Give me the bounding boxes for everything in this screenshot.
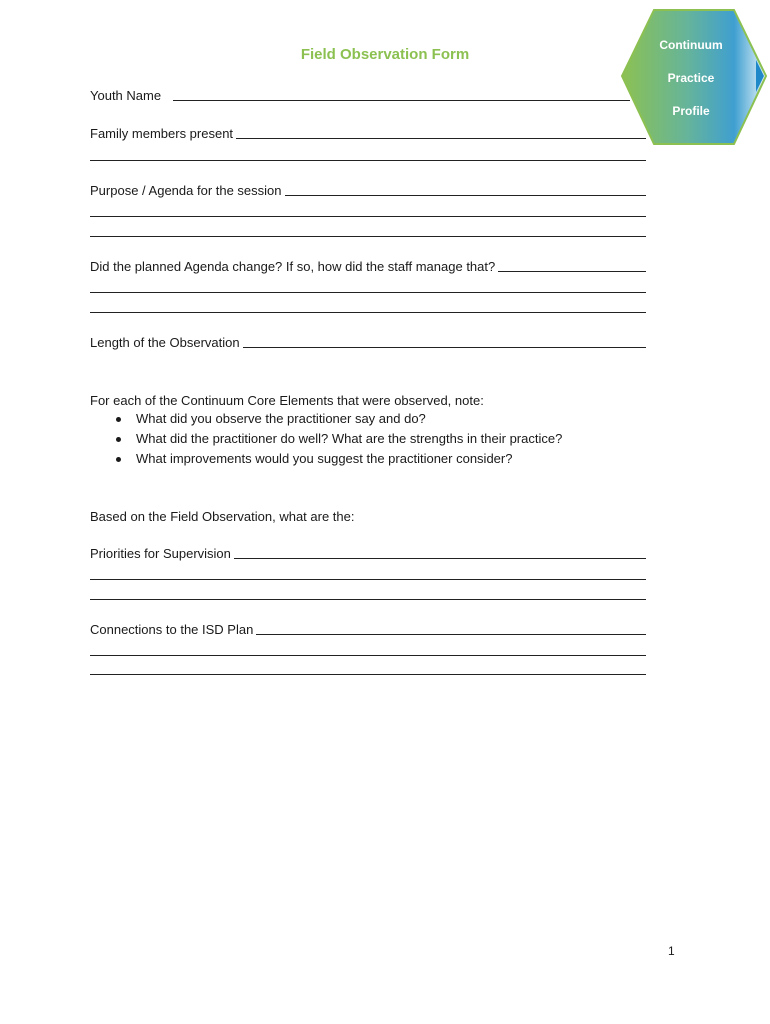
family-members-blank-2[interactable] bbox=[90, 160, 646, 161]
youth-name-label: Youth Name bbox=[90, 88, 162, 103]
family-members-label: Family members present bbox=[90, 126, 234, 141]
length-field[interactable] bbox=[90, 336, 646, 350]
length-label: Length of the Observation bbox=[90, 335, 240, 350]
purpose-blank[interactable] bbox=[285, 194, 646, 196]
family-members-blank[interactable] bbox=[236, 137, 646, 139]
priorities-field[interactable] bbox=[90, 547, 646, 561]
page-number: 1 bbox=[668, 944, 675, 958]
family-members-field[interactable] bbox=[90, 127, 646, 141]
priorities-label: Priorities for Supervision bbox=[90, 546, 231, 561]
priorities-blank-3[interactable] bbox=[90, 599, 646, 600]
length-blank[interactable] bbox=[243, 346, 646, 348]
agenda-change-blank-2[interactable] bbox=[90, 292, 646, 293]
core-element-bullet: What did you observe the practitioner say and do? bbox=[112, 409, 562, 429]
page-title: Field Observation Form bbox=[300, 46, 470, 63]
purpose-blank-2[interactable] bbox=[90, 216, 646, 217]
connections-blank-2[interactable] bbox=[90, 655, 646, 656]
priorities-blank[interactable] bbox=[234, 557, 646, 559]
agenda-change-label: Did the planned Agenda change? If so, how did the staff manage that? bbox=[90, 259, 496, 274]
connections-label: Connections to the ISD Plan bbox=[90, 622, 254, 637]
youth-name-blank[interactable] bbox=[173, 99, 630, 101]
badge-line-practice: Practice bbox=[667, 71, 715, 85]
agenda-change-field[interactable] bbox=[90, 260, 646, 274]
purpose-field[interactable] bbox=[90, 184, 646, 198]
purpose-blank-3[interactable] bbox=[90, 236, 646, 237]
core-element-bullet: What did the practitioner do well? What are the strengths in their practice? bbox=[112, 429, 562, 449]
continuum-practice-profile-badge bbox=[618, 8, 768, 146]
based-on-heading: Based on the Field Observation, what are the: bbox=[90, 509, 355, 524]
priorities-blank-2[interactable] bbox=[90, 579, 646, 580]
core-elements-intro: For each of the Continuum Core Elements that were observed, note: bbox=[90, 393, 484, 408]
agenda-change-blank[interactable] bbox=[498, 270, 646, 272]
connections-blank[interactable] bbox=[256, 633, 646, 635]
badge-line-profile: Profile bbox=[672, 104, 710, 118]
purpose-label: Purpose / Agenda for the session bbox=[90, 183, 282, 198]
youth-name-field[interactable] bbox=[90, 89, 630, 103]
agenda-change-blank-3[interactable] bbox=[90, 312, 646, 313]
connections-blank-3[interactable] bbox=[90, 674, 646, 675]
core-elements-list bbox=[112, 409, 562, 469]
core-element-bullet: What improvements would you suggest the practitioner consider? bbox=[112, 449, 562, 469]
badge-line-continuum: Continuum bbox=[659, 38, 723, 52]
connections-field[interactable] bbox=[90, 623, 646, 637]
